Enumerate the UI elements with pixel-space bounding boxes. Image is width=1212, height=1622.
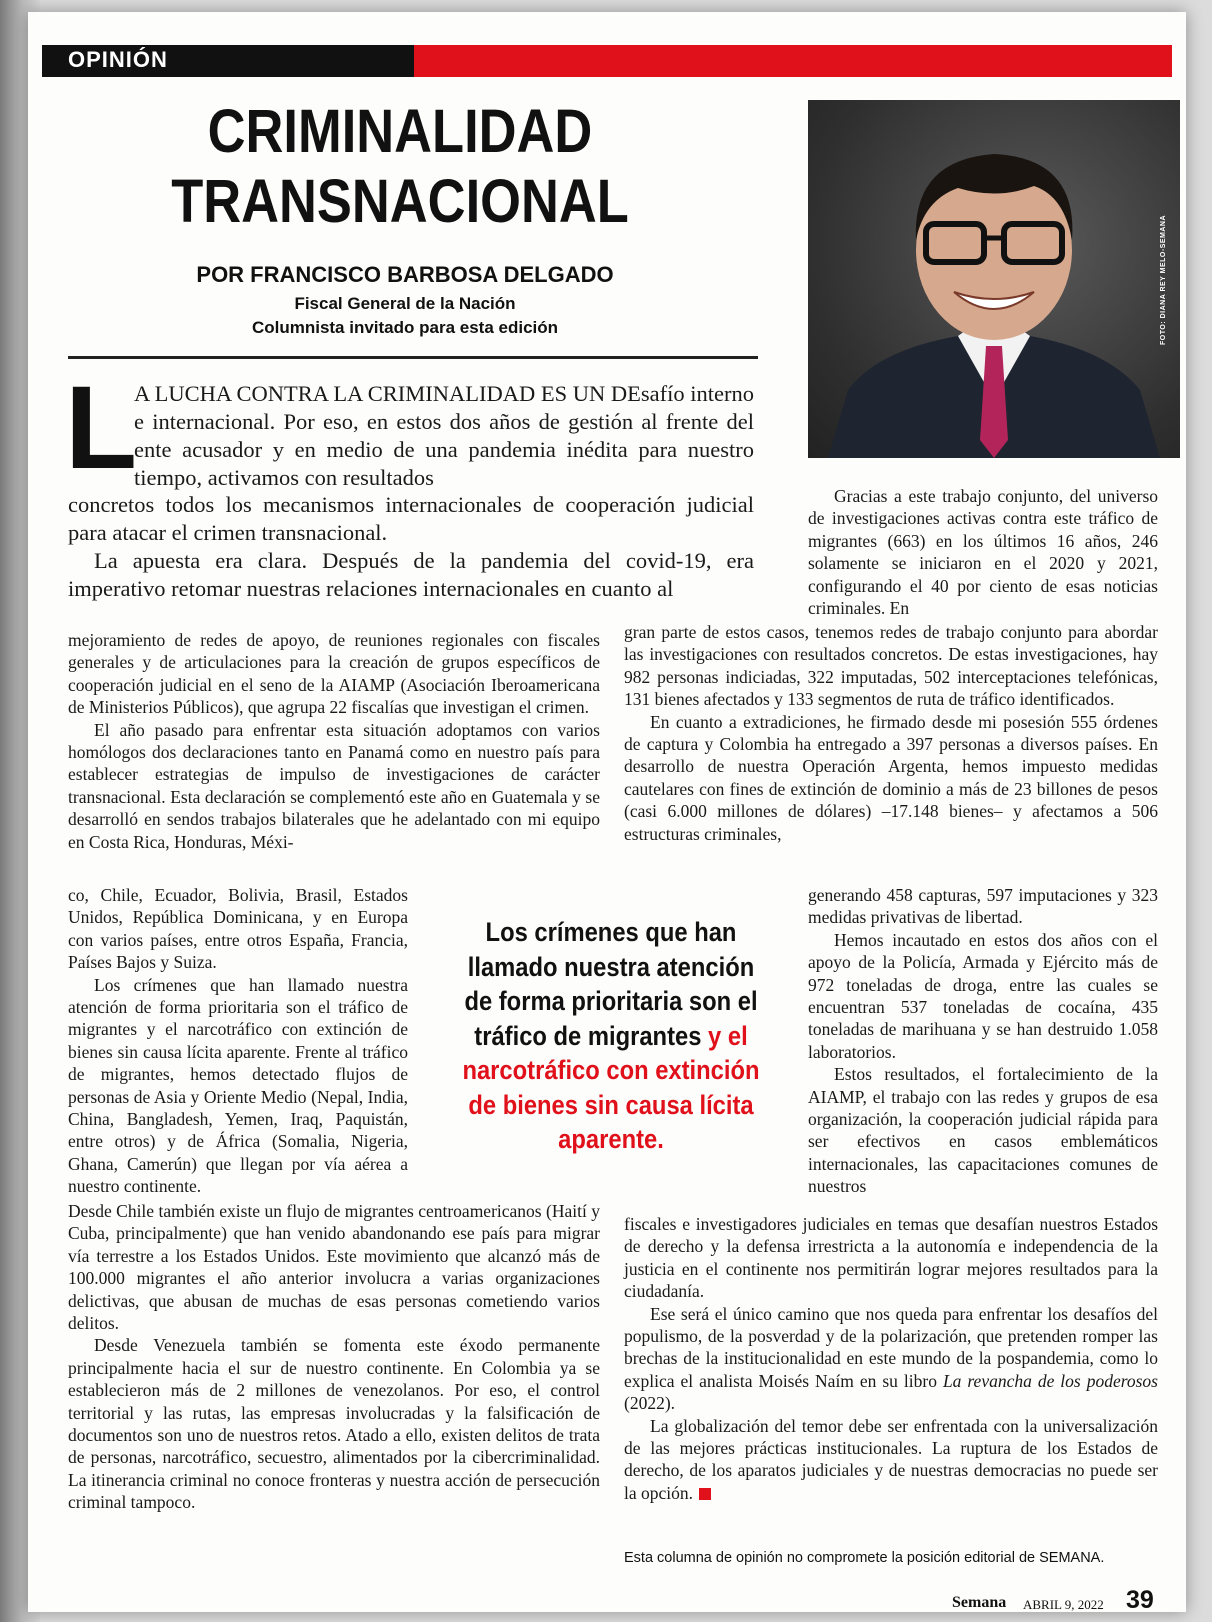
section-label: OPINIÓN	[68, 47, 168, 72]
end-mark-square	[699, 1488, 711, 1500]
column-1-bottom	[68, 1200, 600, 1514]
pull-quote-red-text: y el narcotráfico con extinción de bienes sin causa lícita aparente.	[462, 1020, 760, 1154]
headline-line-1: CRIMINALIDAD	[207, 97, 593, 165]
body-paragraph: Hemos incautado en estos dos años con el apoyo de la Policía, Armada y Ejército más de 972 toneladas de droga, entre las cuales se encuentran 537 toneladas de cocaína, 435 toneladas de marihuana y se han destruido 1.058 laboratorios.	[808, 929, 1158, 1062]
section-bar-black	[42, 45, 414, 77]
column-2-upper	[624, 621, 1158, 845]
body-paragraph: fiscales e investigadores judiciales en temas que desafían nuestros Estados de derecho y la defensa irrestricta a la autonomía e independencia de la justicia en el continente nos permitirán lograr mejores resultados para la ciudadanía.	[624, 1214, 1158, 1302]
byline-roles	[130, 292, 680, 340]
footer-date: ABRIL 9, 2022	[1023, 1597, 1104, 1612]
byline-rule	[68, 356, 758, 359]
body-paragraph: mejoramiento de redes de apoyo, de reuniones regionales con fiscales generales y de articulaciones para la creación de grupos específicos de cooperación judicial en el seno de la AIAMP (Asociación Iberoamericana de Ministerios Públicos), que agrupa 22 fiscalías que investigan el crimen.	[68, 630, 600, 718]
body-paragraph: Estos resultados, el fortalecimiento de la AIAMP, el trabajo con las redes y grupos de esa organización, la cooperación judicial rápida para ser efectivos en casos emblemáticos internacionales, las capacitaciones comunes de nuestros	[808, 1064, 1158, 1197]
body-paragraph	[624, 1303, 1158, 1415]
lead-paragraph-2: La apuesta era clara. Después de la pandemia del covid-19, era imperativo retomar nuestras relaciones internacionales en cuanto al	[68, 548, 754, 601]
body-paragraph: Gracias a este trabajo conjunto, del universo de investigaciones activas contra este tráfico de migrantes (663) en los últimos 16 años, 246 solamente se iniciaron en el 2020 y 2021, configurando el 40 por ciento de esas noticias criminales. En	[808, 486, 1158, 619]
book-title: La revancha de los poderosos	[942, 1370, 1158, 1391]
headline-line-2: TRANSNACIONAL	[171, 167, 629, 235]
lead-paragraph-1: A LUCHA CONTRA LA CRIMINALIDAD ES UN DEsafío interno e internacional. Por eso, en estos dos años de gestión al frente del ente acusador y en medio de una pandemia inédita para nuestro tiempo, activamos con resultados	[134, 381, 754, 490]
body-text: Ese será el único camino que nos queda para enfrentar los desafíos del populismo, de la posverdad y de la polarización, que pretenden romper las brechas de la institucionalidad en este mundo de la pospandemia, como lo explica el analista Moisés Naím en su libro	[624, 1303, 1158, 1391]
body-text: La globalización del temor debe ser enfrentada con la universalización de las mejores prácticas institucionales. La ruptura de los Estados de derecho, de los aparatos judiciales y de nuestras democracias no puede ser la opción.	[624, 1415, 1158, 1503]
drop-cap: L	[65, 362, 138, 494]
footer-magazine-name: Semana	[952, 1594, 1007, 1611]
byline-role-1: Fiscal General de la Nación	[294, 294, 516, 313]
body-paragraph	[624, 1415, 1158, 1505]
lead-paragraph-1-continued: concretos todos los mecanismos internacionales de cooperación judicial para atacar el crimen transnacional.	[68, 492, 754, 545]
body-paragraph: Desde Chile también existe un flujo de migrantes centroamericanos (Haití y Cuba, principalmente) que han venido abandonando ese país para migrar vía terrestre a los Estados Unidos. Este movimiento que alcanzó más de 100.000 migrantes el año anterior involucra a varias organizaciones delictivas, que abusan de muchas de esas personas cometiendo varios delitos.	[68, 1201, 600, 1334]
body-paragraph: generando 458 capturas, 597 imputaciones y 323 medidas privativas de libertad.	[808, 885, 1158, 928]
body-paragraph: Los crímenes que han llamado nuestra atención de forma prioritaria son el tráfico de migrantes y el narcotráfico con extinción de bienes sin causa lícita aparente. Frente al tráfico de migrantes, hemos detectado flujos de personas de Asia y Oriente Medio (Nepal, India, China, Bangladesh, Yemen, Iraq, Paquistán, entre otros) y de África (Somalia, Nigeria, Ghana, Camerún) que llegan por vía aérea a nuestro continente.	[68, 974, 408, 1197]
column-1-top	[68, 629, 600, 853]
section-bar	[42, 45, 1172, 77]
pull-quote	[453, 915, 768, 1157]
photo-credit: FOTO: DIANA REY MELO-SEMANA	[1160, 214, 1167, 346]
body-paragraph: El año pasado para enfrentar esta situación adoptamos con varios homólogos dos declaraciones tanto en Panamá como en nuestro país para establecer estrategias de impulso de investigaciones de carácter transnacional. Esta declaración se complementó este año en Guatemala y se desarrolló en sendos trabajos bilaterales que he adelantado con mi equipo en Costa Rica, Honduras, Méxi-	[68, 719, 600, 852]
pull-quote-black-text: Los crímenes que han llamado nuestra atención de forma prioritaria son el tráfico de migrantes	[464, 917, 758, 1051]
headline	[142, 96, 658, 236]
column-2-middle	[808, 884, 1158, 1198]
byline-author: POR FRANCISCO BARBOSA DELGADO	[196, 262, 614, 287]
body-paragraph: gran parte de estos casos, tenemos redes de trabajo conjunto para abordar las investigaciones con resultados concretos. De estas investigaciones, hay 982 personas indiciadas, 322 imputadas, 502 interceptaciones telefónicas, 131 bienes afectados y 133 segmentos de ruta de tráfico identificados.	[624, 622, 1158, 710]
byline-role-2: Columnista invitado para esta edición	[251, 318, 559, 337]
column-1-middle	[68, 884, 408, 1198]
body-paragraph: Desde Venezuela también se fomenta este éxodo permanente principalmente hacia el sur de nuestro continente. En Colombia ya se establecieron más de 2 millones de venezolanos. Por eso, el control territorial y las rutas, las empresas involucradas y la falsificación de documentos son uno de nuestros retos. Atado a ello, existen delitos de trata de personas, narcotráfico, secuestro, alimentados por la cibercriminalidad. La itinerancia criminal no conoce fronteras y nuestra acción de persecución criminal tampoco.	[68, 1335, 600, 1513]
author-photo	[808, 100, 1180, 458]
body-text: (2022).	[624, 1393, 676, 1414]
footer-page-number: 39	[1126, 1586, 1154, 1614]
column-2-bottom	[624, 1213, 1158, 1504]
editorial-disclaimer: Esta columna de opinión no compromete la posición editorial de SEMANA.	[624, 1550, 1105, 1566]
author-portrait-illustration	[808, 100, 1180, 458]
column-2-top	[808, 485, 1158, 619]
body-paragraph: En cuanto a extradiciones, he firmado desde mi posesión 555 órdenes de captura y Colombia ha entregado a 397 personas a diversos países. En desarrollo de nuestra Operación Argenta, hemos impuesto medidas cautelares con fines de extinción de dominio a más de 23 billones de pesos (casi 6.000 millones de dólares) –17.148 bienes– y afectamos a 506 estructuras criminales,	[624, 711, 1158, 844]
body-paragraph: co, Chile, Ecuador, Bolivia, Brasil, Estados Unidos, República Dominicana, y en Europa con varios países, entre otros España, Francia, Países Bajos y Suiza.	[68, 885, 408, 973]
